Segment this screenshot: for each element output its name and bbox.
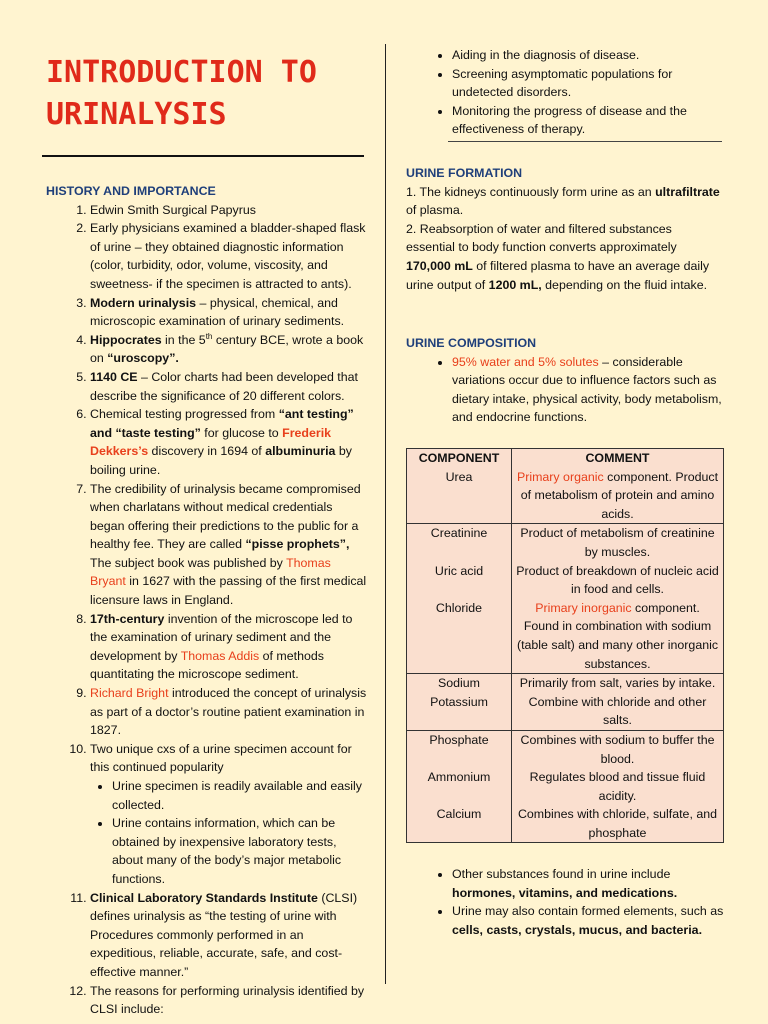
component-cell: Uric acid xyxy=(407,562,512,599)
table-row xyxy=(407,599,724,674)
text-run: The credibility of urinalysis became compromised when charlatans without medical credentials began offering their predictions to the public for a healthy fee. They are called xyxy=(90,481,361,552)
text-run: cells, casts, crystals, mucus, and bacteria. xyxy=(452,922,703,937)
history-item xyxy=(90,331,368,368)
composition-bullet xyxy=(452,353,724,427)
reason-item: • Screening asymptomatic populations for undetected disorders. xyxy=(452,65,724,102)
history-item xyxy=(90,368,368,405)
text-run: introduced the concept of urinalysis as part of a doctor’s routine patient examination in 1827. xyxy=(90,686,367,738)
text-run: Primarily from salt, varies by intake. xyxy=(519,676,716,691)
history-item xyxy=(90,610,368,684)
text-run: 1200 mL, xyxy=(488,277,542,292)
text-run: ultrafiltrate xyxy=(655,184,720,199)
history-item xyxy=(90,405,368,479)
table-row xyxy=(407,730,724,768)
page-title: INTRODUCTION TO URINALYSIS xyxy=(46,55,317,132)
history-item xyxy=(90,982,368,1019)
history-item xyxy=(90,684,368,740)
text-run: 1140 CE xyxy=(90,369,138,384)
reason-item: • Aiding in the diagnosis of disease. xyxy=(452,46,724,65)
text-run: 1. The kidneys continuously form urine as an xyxy=(406,184,656,199)
comment-cell xyxy=(512,674,724,693)
table-row xyxy=(407,674,724,693)
text-run: Product of metabolism of creatinine by muscles. xyxy=(520,526,715,559)
reasons-list xyxy=(406,46,724,139)
text-run: “pisse prophets”, xyxy=(245,537,350,552)
reason-item: • Monitoring the progress of disease and the effectiveness of therapy. xyxy=(452,102,724,139)
text-run: – considerable variations occur due to influence factors such as dietary intake, physical activity, body metabolism, and endocrine functions. xyxy=(452,354,722,425)
text-run: invention of the microscope led to the examination of urinary sediment and the development by xyxy=(90,611,353,663)
comment-cell xyxy=(512,768,724,805)
text-run: in the 5 xyxy=(161,332,206,347)
text-run: for glucose to xyxy=(200,425,283,440)
text-run: Urine may also contain formed elements, such as xyxy=(452,904,724,919)
text-run: Thomas Bryant xyxy=(90,555,331,589)
component-cell: Ammonium xyxy=(407,768,512,805)
text-run: Regulates blood and tissue fluid acidity. xyxy=(529,770,706,803)
history-subitem: • Urine specimen is readily available and easily collected. xyxy=(112,777,368,814)
composition-heading: URINE COMPOSITION xyxy=(406,336,537,350)
text-run: 17th-century xyxy=(90,611,165,626)
table-row xyxy=(407,693,724,731)
history-heading: HISTORY AND IMPORTANCE xyxy=(46,184,216,198)
other-substance-item xyxy=(452,902,724,939)
table-row xyxy=(407,524,724,562)
text-run: Primary organic xyxy=(516,469,604,484)
text-run: component. Product of metabolism of protein and amino acids. xyxy=(520,469,719,521)
text-run: Hippocrates xyxy=(90,332,162,347)
formation-text xyxy=(406,183,724,295)
text-run: Modern urinalysis xyxy=(90,295,197,310)
text-run: Clinical Laboratory Standards Institute xyxy=(90,890,318,905)
table-row xyxy=(407,562,724,599)
text-run: Early physicians examined a bladder-shaped flask of urine – they obtained diagnostic information (color, turbidity, odor, volume, viscosity, and sweetness- if the specimen is attracted to ants). xyxy=(90,221,366,291)
text-run: Richard Bright xyxy=(90,686,169,701)
text-run: (CLSI) defines urinalysis as “the testing of urine with Procedures commonly performed in an expeditious, reliable, accurate, safe, and cost-effective manner.” xyxy=(90,890,358,979)
table-row xyxy=(407,468,724,524)
comment-cell xyxy=(512,562,724,599)
other-substances-list xyxy=(406,865,724,939)
composition-table xyxy=(406,448,724,843)
formation-paragraph xyxy=(406,220,724,294)
comment-cell xyxy=(512,599,724,674)
text-run: Other substances found in urine include xyxy=(452,867,671,881)
history-subitem: • Urine contains information, which can be obtained by inexpensive laboratory tests, about many of the body’s major metabolic functions. xyxy=(112,814,368,888)
component-cell: Creatinine xyxy=(407,524,512,562)
text-run: 170,000 mL xyxy=(406,258,473,273)
text-run: – physical, chemical, and microscopic examination of urinary sediments. xyxy=(90,295,345,329)
text-run: The subject book was published by xyxy=(90,555,287,570)
text-run: by boiling urine. xyxy=(90,444,352,477)
component-cell: Phosphate xyxy=(407,730,512,768)
text-run: Thomas Addis xyxy=(180,648,260,663)
history-item xyxy=(90,294,368,331)
text-run: of plasma. xyxy=(406,203,464,218)
text-run: “ant testing” and “taste testing” xyxy=(90,407,354,440)
comment-cell xyxy=(512,805,724,843)
text-run: Combines with chloride, sulfate, and phosphate xyxy=(517,807,718,840)
text-run: – Color charts had been developed that describe the significance of 20 different colors. xyxy=(90,369,358,403)
history-item xyxy=(90,219,368,293)
history-item xyxy=(90,740,368,889)
comment-cell xyxy=(512,693,724,731)
text-run: “uroscopy”. xyxy=(107,351,179,366)
component-cell: Sodium xyxy=(407,674,512,693)
comment-cell xyxy=(512,524,724,562)
history-list xyxy=(46,201,368,1019)
column-divider xyxy=(385,44,386,984)
text-run: 2. Reabsorption of water and filtered substances essential to body function converts approximately xyxy=(406,221,677,255)
text-run: Primary inorganic xyxy=(535,600,632,615)
comment-header: COMMENT xyxy=(512,449,724,468)
table-row xyxy=(407,768,724,805)
text-run: Combines with sodium to buffer the blood. xyxy=(520,732,715,766)
history-item xyxy=(90,889,368,982)
table-header-row xyxy=(407,449,724,468)
text-run: in 1627 with the passing of the first medical licensure laws in England. xyxy=(90,574,367,608)
text-run: Chemical testing progressed from xyxy=(90,407,279,422)
composition-section xyxy=(406,334,724,427)
text-run: depending on the fluid intake. xyxy=(541,277,708,292)
component-cell: Potassium xyxy=(407,693,512,731)
component-cell: Calcium xyxy=(407,805,512,843)
component-header: COMPONENT xyxy=(407,449,512,468)
text-run: century BCE, wrote a book on xyxy=(90,332,364,366)
comment-cell xyxy=(512,468,724,524)
text-run: albuminuria xyxy=(265,444,336,459)
text-run: th xyxy=(205,331,213,341)
title-underline xyxy=(42,155,364,157)
reasons-section xyxy=(406,46,724,142)
other-substance-item xyxy=(452,865,724,902)
table-row xyxy=(407,805,724,843)
text-run: of filtered plasma to have an average daily urine output of xyxy=(406,258,710,292)
component-cell: Urea xyxy=(407,468,512,524)
history-section xyxy=(46,182,368,1019)
text-run: Frederik Dekkers’s xyxy=(90,425,332,459)
text-run: of methods quantitating the microscope sediment. xyxy=(90,648,324,682)
text-run: Combine with chloride and other salts. xyxy=(528,694,707,728)
text-run: hormones, vitamins, and medications. xyxy=(452,885,678,900)
history-subitems xyxy=(90,777,368,889)
other-substances-section xyxy=(406,865,724,939)
formation-section xyxy=(406,164,724,294)
formation-paragraph xyxy=(406,183,724,220)
text-run: Edwin Smith Surgical Papyrus xyxy=(90,202,256,217)
text-run: 95% water and 5% solutes xyxy=(452,354,599,369)
composition-bullets xyxy=(406,353,724,427)
history-item xyxy=(90,201,368,220)
text-run: Two unique cxs of a urine specimen account for this continued popularity xyxy=(90,741,352,775)
reasons-rule xyxy=(448,141,722,142)
text-run: discovery in 1694 of xyxy=(148,444,266,459)
text-run: component. Found in combination with sodium (table salt) and many other inorganic substances. xyxy=(516,600,719,671)
comment-cell xyxy=(512,730,724,768)
text-run: Product of breakdown of nucleic acid in food and cells. xyxy=(516,563,719,597)
text-run: The reasons for performing urinalysis identified by CLSI include: xyxy=(90,983,365,1017)
formation-heading: URINE FORMATION xyxy=(406,166,523,180)
component-cell: Chloride xyxy=(407,599,512,674)
history-item xyxy=(90,480,368,610)
